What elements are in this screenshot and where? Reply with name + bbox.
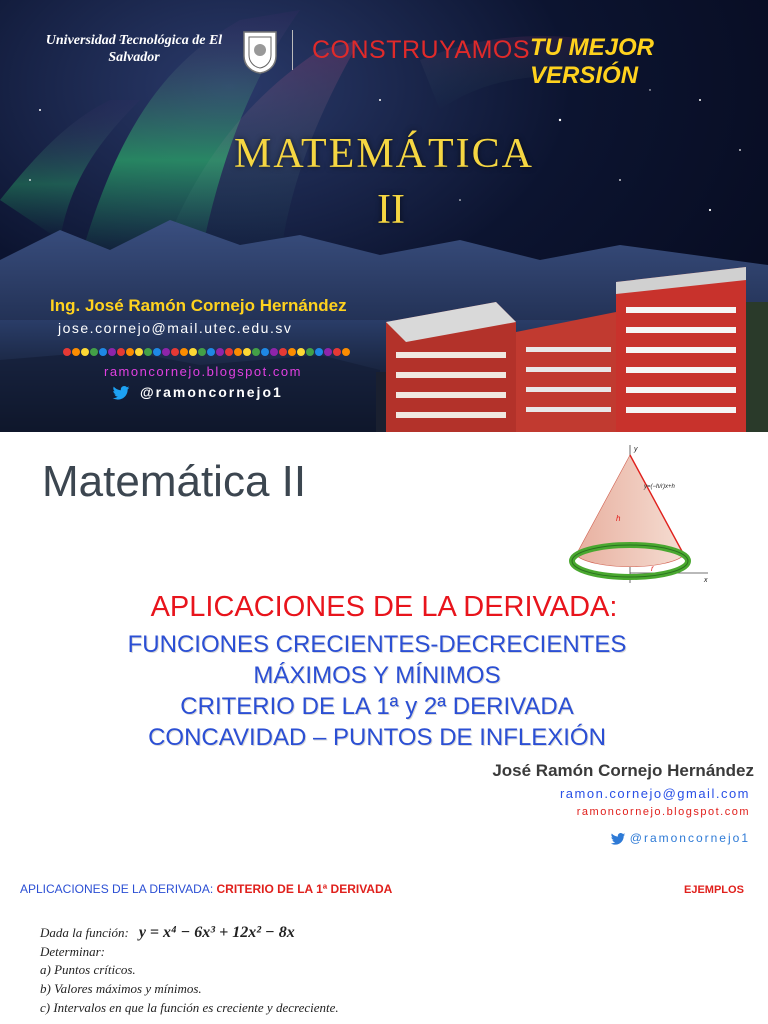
university-logo xyxy=(24,26,306,76)
task-item-a: a) Puntos críticos. xyxy=(40,962,136,977)
cone-diagram xyxy=(566,443,716,593)
rainbow-dot xyxy=(99,348,107,356)
rainbow-dot xyxy=(171,348,179,356)
cone-x-axis-label: x xyxy=(704,577,708,584)
rainbow-dot xyxy=(261,348,269,356)
rainbow-dot xyxy=(207,348,215,356)
rainbow-dot xyxy=(243,348,251,356)
given-label: Dada la función: xyxy=(40,925,129,940)
rainbow-dot xyxy=(288,348,296,356)
rainbow-dot xyxy=(297,348,305,356)
rainbow-dot xyxy=(63,348,71,356)
rainbow-dot xyxy=(189,348,197,356)
subtopic-3: CRITERIO DE LA 1ª y 2ª DERIVADA xyxy=(180,693,574,720)
rainbow-dots-divider xyxy=(62,346,352,358)
university-seal-icon xyxy=(240,28,280,74)
rainbow-dot xyxy=(306,348,314,356)
blog-link[interactable]: ramoncornejo.blogspot.com xyxy=(104,364,302,379)
slogan-part2: TU MEJOR VERSIÓN xyxy=(530,34,655,89)
cone-y-axis-label: y xyxy=(634,446,638,453)
university-name: Universidad Tecnológica de El Salvador xyxy=(45,33,223,65)
rainbow-dot xyxy=(135,348,143,356)
subtopic-4: CONCAVIDAD – PUNTOS DE INFLEXIÓN xyxy=(148,724,606,751)
subtopic-2: MÁXIMOS Y MÍNIMOS xyxy=(253,662,501,689)
task-item-b: b) Valores máximos y mínimos. xyxy=(40,981,202,996)
function-formula: y = x⁴ − 6x³ + 12x² − 8x xyxy=(138,924,295,941)
example-header-subtopic: CRITERIO DE LA 1ª DERIVADA xyxy=(216,882,393,896)
author-name: Ing. José Ramón Cornejo Hernández xyxy=(50,296,347,315)
cone-height-label: h xyxy=(616,514,621,523)
rainbow-dot xyxy=(126,348,134,356)
rainbow-dot xyxy=(315,348,323,356)
rainbow-dot xyxy=(90,348,98,356)
author-name: José Ramón Cornejo Hernández xyxy=(492,761,754,780)
given-function xyxy=(40,924,295,942)
rainbow-dot xyxy=(225,348,233,356)
rainbow-dot xyxy=(162,348,170,356)
rainbow-dot xyxy=(108,348,116,356)
author-email: jose.cornejo@mail.utec.edu.sv xyxy=(58,320,293,336)
rainbow-dot xyxy=(252,348,260,356)
example-header xyxy=(20,882,392,896)
rainbow-dot xyxy=(333,348,341,356)
rainbow-dot xyxy=(81,348,89,356)
slide-title: Matemática II xyxy=(42,457,307,506)
subtopic-1: FUNCIONES CRECIENTES-DECRECIENTES xyxy=(127,631,627,658)
course-title: MATEMÁTICA xyxy=(234,131,534,177)
examples-label: EJEMPLOS xyxy=(684,884,744,896)
twitter-handle[interactable]: @ramoncornejo1 xyxy=(140,384,283,400)
rainbow-dot xyxy=(279,348,287,356)
rainbow-dot xyxy=(216,348,224,356)
rainbow-dot xyxy=(153,348,161,356)
university-building-photo xyxy=(376,262,768,432)
rainbow-dot xyxy=(324,348,332,356)
rainbow-dot xyxy=(198,348,206,356)
logo-divider xyxy=(292,30,293,70)
topic-slide xyxy=(0,433,768,865)
cover-slide xyxy=(0,0,768,432)
determine-label: Determinar: xyxy=(40,944,105,959)
rainbow-dot xyxy=(144,348,152,356)
rainbow-dot xyxy=(180,348,188,356)
author-email[interactable]: ramon.cornejo@gmail.com xyxy=(559,786,750,801)
cone-radius-label: r xyxy=(651,564,654,573)
example-header-topic: APLICACIONES DE LA DERIVADA: xyxy=(20,882,214,896)
blog-link[interactable]: ramoncornejo.blogspot.com xyxy=(576,806,750,818)
rainbow-dot xyxy=(72,348,80,356)
twitter-handle[interactable]: @ramoncornejo1 xyxy=(610,831,750,845)
twitter-icon xyxy=(610,833,626,845)
rainbow-dot xyxy=(270,348,278,356)
topic-heading: APLICACIONES DE LA DERIVADA: xyxy=(150,591,618,623)
task-item-c: c) Intervalos en que la función es creciente y decreciente. xyxy=(40,1000,339,1015)
cone-equation: y=(−h/r)x+h xyxy=(644,484,675,490)
example-slide xyxy=(0,866,768,1024)
rainbow-dot xyxy=(342,348,350,356)
rainbow-dot xyxy=(117,348,125,356)
slogan-part1: CONSTRUYAMOS xyxy=(312,36,531,64)
course-number: II xyxy=(377,187,405,233)
rainbow-dot xyxy=(234,348,242,356)
